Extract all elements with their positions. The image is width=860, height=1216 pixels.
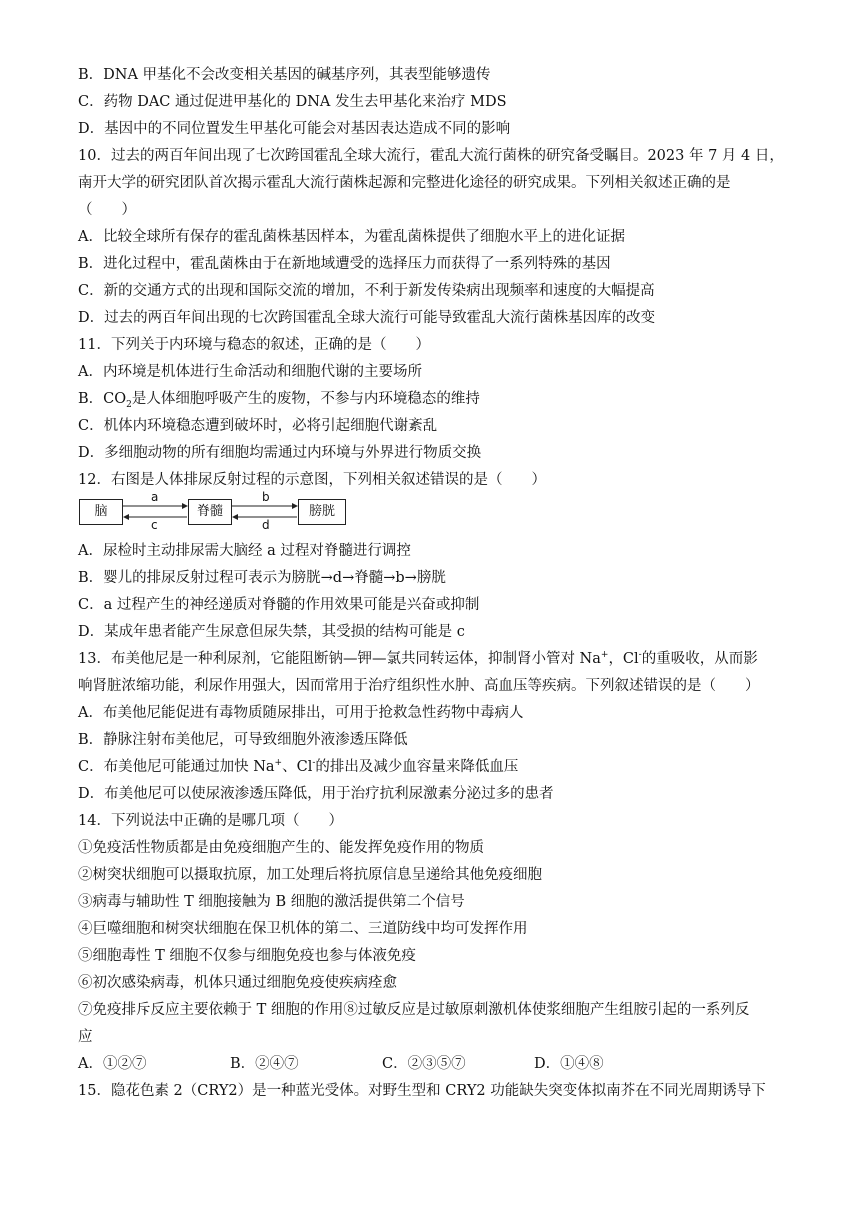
label-c: c <box>151 518 158 532</box>
q9-option-b: B．DNA 甲基化不会改变相关基因的碱基序列，其表型能够遗传 <box>78 67 491 83</box>
q13-stem-line2: 响肾脏浓缩功能，利尿作用强大，因而常用于治疗组织性水肿、高血压等疾病。下列叙述错误的是（ ） <box>78 678 760 694</box>
q13-option-c <box>78 754 790 781</box>
q10-option-c: C．新的交通方式的出现和国际交流的增加，不利于新发传染病出现频率和速度的大幅提高 <box>78 283 655 299</box>
q13-stem-line1 <box>78 646 790 673</box>
q11-option-b <box>78 386 790 413</box>
q13-option-c-post: 的排出及减少血容量来降低血压 <box>315 759 519 775</box>
q13-stem-pre: 13．布美他尼是一种利尿剂，它能阻断钠—钾—氯共同转运体，抑制肾小管对 Na <box>78 651 601 667</box>
q11-option-a: A．内环境是机体进行生命活动和细胞代谢的主要场所 <box>78 364 422 380</box>
q13-option-c-pre: C．布美他尼可能通过加快 Na <box>78 759 275 775</box>
diagram-box-bladder: 膀胱 <box>298 499 346 525</box>
q13-stem-post: 的重吸收，从而影 <box>641 651 758 667</box>
q13-option-c-cl-superscript: - <box>312 758 316 769</box>
q11-option-c: C．机体内环境稳态遭到破坏时，必将引起细胞代谢紊乱 <box>78 418 438 434</box>
q10-option-d: D．过去的两百年间出现的七次跨国霍乱全球大流行可能导致霍乱大流行菌株基因库的改变 <box>78 310 656 326</box>
q12-option-b: B．婴儿的排尿反射过程可表示为膀胱→d→脊髓→b→膀胱 <box>78 570 446 586</box>
q12-option-d: D．某成年患者能产生尿意但尿失禁，其受损的结构可能是 c <box>78 624 465 640</box>
exam-page <box>78 62 790 1105</box>
q9-option-d: D．基因中的不同位置发生甲基化可能会对基因表达造成不同的影响 <box>78 121 511 137</box>
q11-stem: 11．下列关于内环境与稳态的叙述，正确的是（ ） <box>78 337 430 353</box>
q10-stem-line1: 10．过去的两百年间出现了七次跨国霍乱全球大流行，霍乱大流行菌株的研究备受瞩目。2023 年 7 月 4 日， <box>78 148 784 164</box>
q14-statement: ②树突状细胞可以摄取抗原，加工处理后将抗原信息呈递给其他免疫细胞 <box>78 867 542 883</box>
diagram-arrows <box>78 496 358 536</box>
q14-choice-c: C．②③⑤⑦ <box>382 1056 466 1072</box>
q13-option-c-na-superscript: + <box>274 758 283 769</box>
q13-option-c-mid: 、Cl <box>282 759 313 775</box>
q12-option-a: A．尿检时主动排尿需大脑经 a 过程对脊髓进行调控 <box>78 543 411 559</box>
q15-stem: 15．隐花色素 2（CRY2）是一种蓝光受体。对野生型和 CRY2 功能缺失突变体拟南芥在不同光周期诱导下 <box>78 1083 766 1099</box>
q10-answer-paren: （ ） <box>78 202 136 218</box>
q14-statement: ④巨噬细胞和树突状细胞在保卫机体的第二、三道防线中均可发挥作用 <box>78 921 528 937</box>
q10-option-b: B．进化过程中，霍乱菌株由于在新地域遭受的选择压力而获得了一系列特殊的基因 <box>78 256 611 272</box>
diagram-box-brain: 脑 <box>79 499 123 525</box>
q11-option-d: D．多细胞动物的所有细胞均需通过内环境与外界进行物质交换 <box>78 445 482 461</box>
label-b: b <box>262 490 270 504</box>
q13-option-a: A．布美他尼能促进有毒物质随尿排出，可用于抢救急性药物中毒病人 <box>78 705 524 721</box>
q10-option-a: A．比较全球所有保存的霍乱菌株基因样本，为霍乱菌株提供了细胞水平上的进化证据 <box>78 229 625 245</box>
q13-option-b: B．静脉注射布美他尼，可导致细胞外液渗透压降低 <box>78 732 408 748</box>
q14-statement: ①免疫活性物质都是由免疫细胞产生的、能发挥免疫作用的物质 <box>78 840 484 856</box>
q14-choice-b: B．②④⑦ <box>230 1056 299 1072</box>
q14-statement: ⑦免疫排斥反应主要依赖于 T 细胞的作用⑧过敏反应是过敏原刺激机体使浆细胞产生组胺引起的一系列反 <box>78 1002 750 1018</box>
q10-stem-line2: 南开大学的研究团队首次揭示霍乱大流行菌株起源和完整进化途径的研究成果。下列相关叙述正确的是 <box>78 175 731 191</box>
q13-na-superscript: + <box>600 650 609 661</box>
q11-option-b-subscript: 2 <box>126 399 132 410</box>
diagram-box-spinal-cord: 脊髓 <box>188 499 232 525</box>
q11-option-b-pre: B．CO <box>78 391 127 407</box>
q12-option-c: C．a 过程产生的神经递质对脊髓的作用效果可能是兴奋或抑制 <box>78 597 480 613</box>
q14-choice-a: A．①②⑦ <box>78 1056 147 1072</box>
reflex-diagram <box>78 490 790 536</box>
label-a: a <box>151 490 159 504</box>
q14-statement: ⑤细胞毒性 T 细胞不仅参与细胞免疫也参与体液免疫 <box>78 948 416 964</box>
q12-stem: 12．右图是人体排尿反射过程的示意图，下列相关叙述错误的是（ ） <box>78 472 546 488</box>
q9-option-c: C．药物 DAC 通过促进甲基化的 DNA 发生去甲基化来治疗 MDS <box>78 94 507 110</box>
q14-statement: ③病毒与辅助性 T 细胞接触为 B 细胞的激活提供第二个信号 <box>78 894 465 910</box>
q14-choices <box>78 1051 790 1078</box>
q14-stem: 14．下列说法中正确的是哪几项（ ） <box>78 813 343 829</box>
q13-option-d: D．布美他尼可以使尿液渗透压降低，用于治疗抗利尿激素分泌过多的患者 <box>78 786 554 802</box>
q13-stem-mid: ，Cl <box>608 651 639 667</box>
label-d: d <box>262 518 270 532</box>
q13-cl-superscript: - <box>638 650 642 661</box>
q11-option-b-post: 是人体细胞呼吸产生的废物，不参与内环境稳态的维持 <box>131 391 480 407</box>
q14-choice-d: D．①④⑧ <box>534 1056 604 1072</box>
q14-statement: ⑥初次感染病毒，机体只通过细胞免疫使疾病痊愈 <box>78 975 397 991</box>
q14-statement-continuation: 应 <box>78 1029 93 1045</box>
